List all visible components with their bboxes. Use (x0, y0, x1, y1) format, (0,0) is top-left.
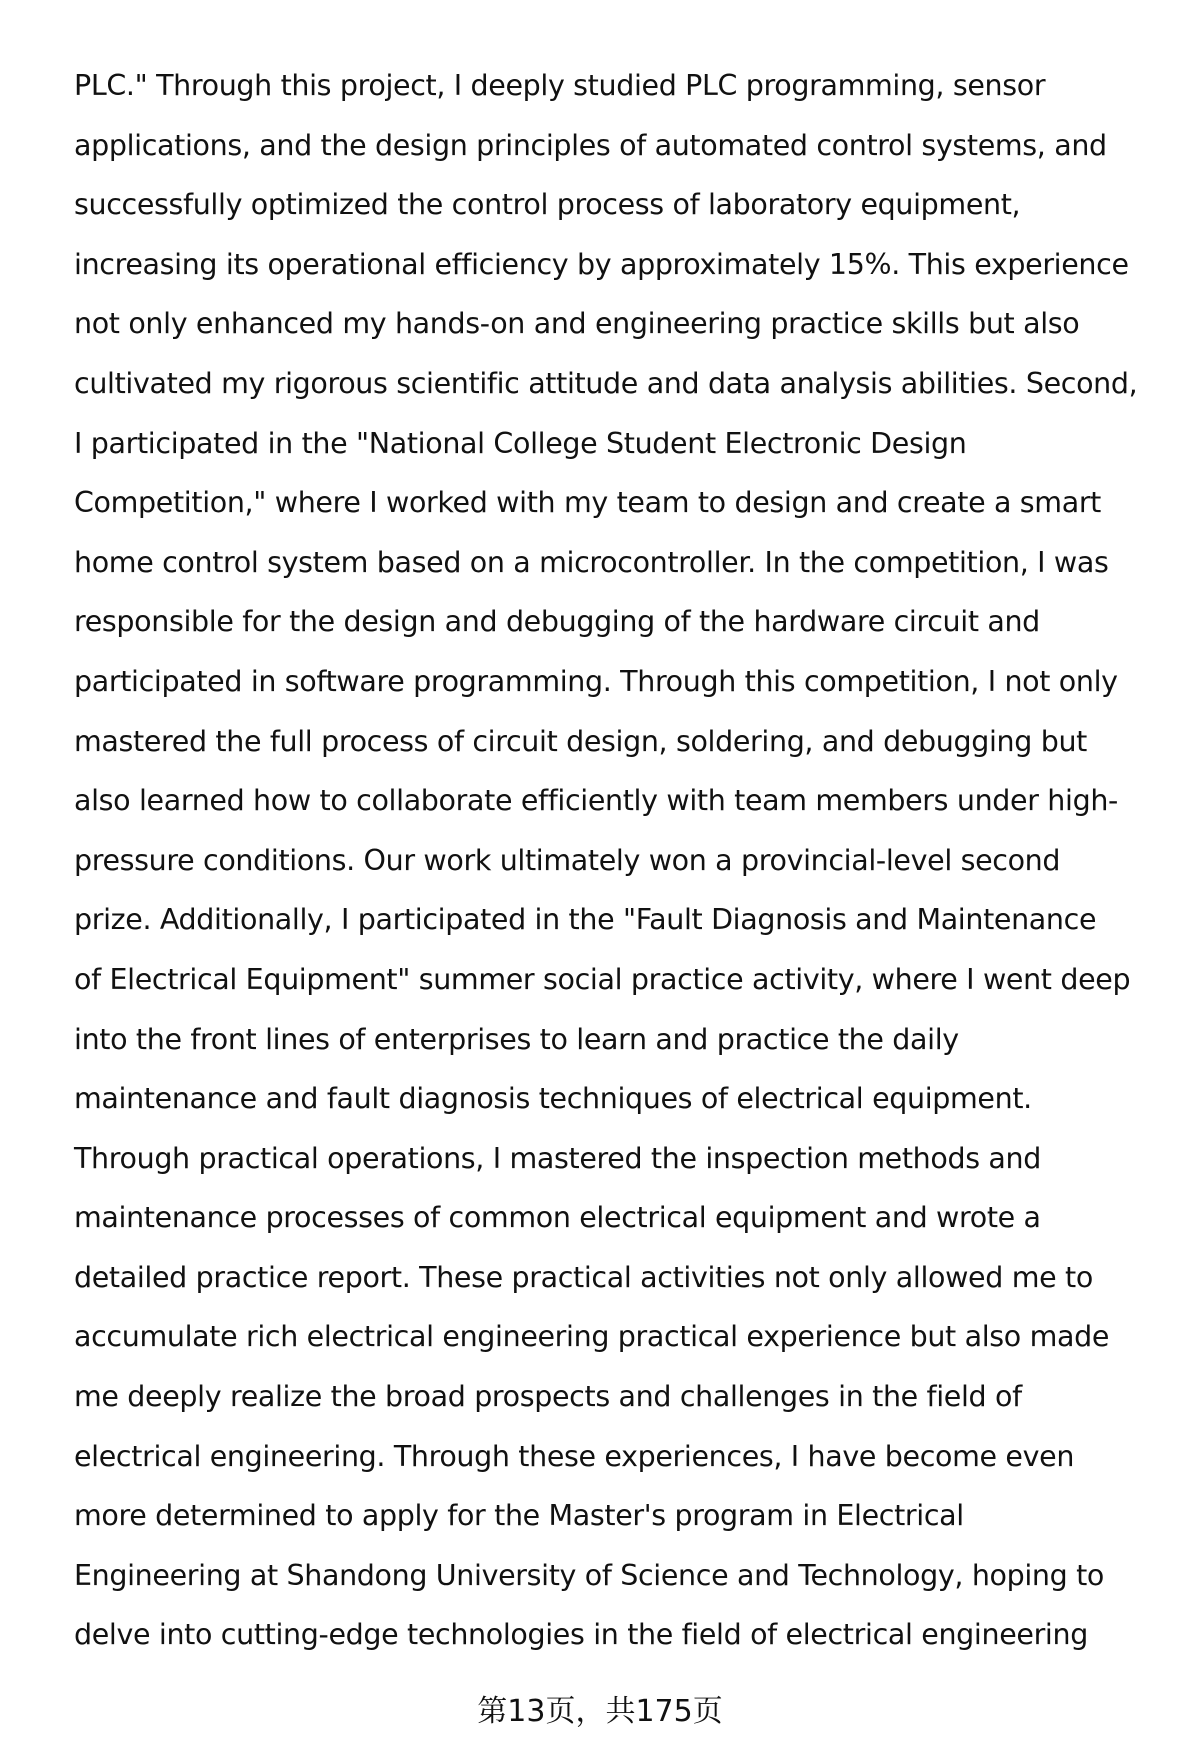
text-line: Engineering at Shandong University of Science and Technology, hoping to (74, 1558, 1104, 1592)
text-line: responsible for the design and debugging of the hardware circuit and (74, 605, 1040, 639)
text-line: mastered the full process of circuit design, soldering, and debugging but (74, 724, 1088, 758)
text-line: not only enhanced my hands-on and engineering practice skills but also (74, 307, 1080, 341)
text-line: maintenance and fault diagnosis techniques of electrical equipment. (74, 1082, 1032, 1116)
text-line: also learned how to collaborate efficiently with team members under high- (74, 784, 1118, 818)
text-line: prize. Additionally, I participated in the "Fault Diagnosis and Maintenance (74, 903, 1097, 937)
text-line: I participated in the "National College Student Electronic Design (74, 426, 967, 460)
text-line: PLC." Through this project, I deeply studied PLC programming, sensor (74, 69, 1046, 102)
text-line: electrical engineering. Through these experiences, I have become even (74, 1439, 1075, 1473)
text-line: accumulate rich electrical engineering practical experience but also made (74, 1320, 1110, 1354)
text-line: into the front lines of enterprises to learn and practice the daily (74, 1022, 959, 1056)
text-line: successfully optimized the control process of laboratory equipment, (74, 188, 1021, 222)
text-line: home control system based on a microcontroller. In the competition, I was (74, 545, 1109, 579)
text-line: pressure conditions. Our work ultimately won a provincial-level second (74, 843, 1061, 877)
text-line: applications, and the design principles of automated control systems, and (74, 128, 1107, 162)
page-number: 第13页，共175页 (477, 1694, 723, 1729)
text-line: Competition," where I worked with my team to design and create a smart (74, 486, 1102, 520)
text-line: increasing its operational efficiency by approximately 15%. This experience (74, 247, 1129, 281)
text-line: detailed practice report. These practical activities not only allowed me to (74, 1260, 1093, 1294)
text-line: more determined to apply for the Master's program in Electrical (74, 1499, 964, 1533)
text-line: of Electrical Equipment" summer social practice activity, where I went deep (74, 962, 1131, 996)
text-line: me deeply realize the broad prospects and challenges in the field of (74, 1380, 1022, 1414)
text-line: participated in software programming. Through this competition, I not only (74, 664, 1118, 698)
text-line: delve into cutting-edge technologies in the field of electrical engineering (74, 1618, 1088, 1652)
document-body (74, 56, 1174, 1665)
text-line: maintenance processes of common electrical equipment and wrote a (74, 1201, 1041, 1235)
text-line: Through practical operations, I mastered the inspection methods and (74, 1141, 1041, 1175)
text-line: cultivated my rigorous scientific attitude and data analysis abilities. Second, (74, 366, 1138, 400)
